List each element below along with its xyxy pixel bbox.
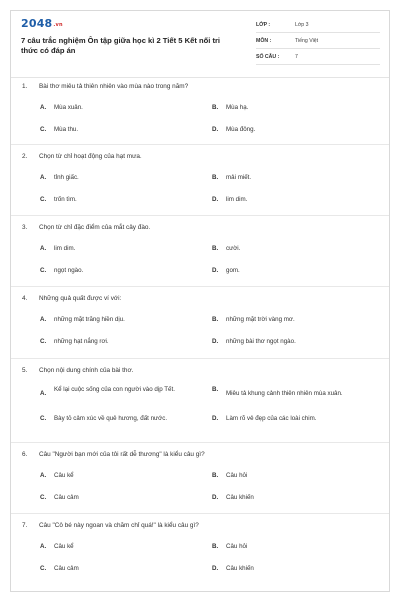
option-text: Miêu tả khung cảnh thiên nhiên mùa xuân.	[226, 390, 343, 397]
option-text: Câu cảm	[54, 565, 79, 572]
option-text: những hạt nắng rơi.	[54, 338, 109, 345]
question-number: 2.	[22, 153, 28, 160]
question-divider	[11, 513, 389, 514]
meta-key: LỚP :	[256, 22, 271, 28]
page-title: 7 câu trắc nghiệm Ôn tập giữa học kì 2 Tiết 5 Kết nối tri thức có đáp án	[21, 36, 221, 55]
option-letter: D.	[212, 267, 219, 274]
option-text: Câu kể	[54, 543, 74, 550]
question-text: Câu "Người bạn mới của tôi rất dễ thương" là kiểu câu gì?	[39, 451, 205, 458]
option-text: Kể lại cuộc sống của con người vào dịp Tết.	[54, 386, 175, 393]
option-letter: B.	[212, 174, 219, 181]
option-letter: C.	[40, 196, 47, 203]
question-text: Những quả quất được ví với:	[39, 295, 122, 302]
option-letter: D.	[212, 494, 219, 501]
option-letter: C.	[40, 565, 47, 572]
option-text: Mùa đông.	[226, 126, 256, 133]
option-text: lim dim.	[54, 245, 76, 252]
site-logo[interactable]	[21, 17, 63, 31]
option-letter: C.	[40, 126, 47, 133]
question-divider	[11, 358, 389, 359]
worksheet-header	[11, 11, 389, 77]
option-letter: C.	[40, 494, 47, 501]
option-letter: B.	[212, 245, 219, 252]
option-letter: D.	[212, 196, 219, 203]
option-letter: A.	[40, 543, 47, 550]
meta-key: MÔN :	[256, 38, 272, 44]
question-number: 7.	[22, 522, 28, 529]
option-letter: A.	[40, 104, 47, 111]
option-letter: A.	[40, 316, 47, 323]
option-letter: A.	[40, 472, 47, 479]
question-number: 5.	[22, 367, 28, 374]
meta-value: Lớp 3	[295, 22, 309, 28]
option-text: cười.	[226, 245, 241, 252]
meta-row-count	[256, 49, 380, 65]
option-text: Câu hỏi	[226, 472, 248, 479]
option-text: Bày tỏ cảm xúc về quê hương, đất nước.	[54, 415, 168, 422]
option-letter: D.	[212, 338, 219, 345]
option-letter: B.	[212, 472, 219, 479]
meta-key: SỐ CÂU :	[256, 54, 280, 60]
option-letter: D.	[212, 415, 219, 422]
meta-value: Tiếng Việt	[295, 38, 319, 44]
option-text: mải miết.	[226, 174, 252, 181]
question-divider	[11, 442, 389, 443]
option-text: trốn tìm.	[54, 196, 77, 203]
option-text: Mùa hạ.	[226, 104, 249, 111]
option-text: những bài thơ ngọt ngào.	[226, 338, 296, 345]
question-number: 4.	[22, 295, 28, 302]
question-divider	[11, 286, 389, 287]
option-letter: B.	[212, 543, 219, 550]
option-text: Câu kể	[54, 472, 74, 479]
option-text: gom.	[226, 267, 240, 274]
question-number: 1.	[22, 83, 28, 90]
option-letter: C.	[40, 415, 47, 422]
option-letter: D.	[212, 126, 219, 133]
option-text: Mùa xuân.	[54, 104, 83, 111]
question-text: Câu "Cô bé này ngoan và chăm chỉ quá!" là kiểu câu gì?	[39, 522, 199, 529]
option-letter: A.	[40, 245, 47, 252]
option-letter: B.	[212, 104, 219, 111]
option-letter: C.	[40, 267, 47, 274]
option-text: tỉnh giấc.	[54, 174, 79, 181]
option-letter: A.	[40, 390, 47, 397]
header-divider	[11, 77, 389, 78]
option-text: lim dim.	[226, 196, 248, 203]
worksheet-page	[10, 10, 390, 592]
option-text: những mặt trăng hiền dịu.	[54, 316, 125, 323]
option-text: Câu cảm	[54, 494, 79, 501]
logo-text: 2048	[21, 17, 53, 30]
question-text: Chọn từ chỉ hoạt động của hạt mưa.	[39, 153, 142, 160]
meta-value: 7	[295, 54, 298, 60]
question-text: Chọn nội dung chính của bài thơ.	[39, 367, 134, 374]
option-text: Làm rõ vẻ đẹp của các loài chim.	[226, 415, 317, 422]
question-number: 6.	[22, 451, 28, 458]
option-text: Câu khiến	[226, 565, 254, 572]
option-text: Mùa thu.	[54, 126, 79, 133]
option-letter: D.	[212, 565, 219, 572]
question-text: Chọn từ chỉ đặc điểm của mắt cây đào.	[39, 224, 151, 231]
option-text: Câu hỏi	[226, 543, 248, 550]
option-letter: B.	[212, 386, 219, 393]
question-number: 3.	[22, 224, 28, 231]
meta-row-class	[256, 17, 380, 33]
option-text: ngọt ngào.	[54, 267, 84, 274]
question-divider	[11, 215, 389, 216]
meta-panel	[256, 17, 380, 65]
meta-row-subject	[256, 33, 380, 49]
option-text: Câu khiến	[226, 494, 254, 501]
option-letter: C.	[40, 338, 47, 345]
logo-suffix: .vn	[53, 22, 63, 28]
question-text: Bài thơ miêu tả thiên nhiên vào mùa nào trong năm?	[39, 83, 189, 90]
option-text: những mặt trời vàng mơ.	[226, 316, 295, 323]
option-letter: B.	[212, 316, 219, 323]
question-divider	[11, 144, 389, 145]
option-letter: A.	[40, 174, 47, 181]
